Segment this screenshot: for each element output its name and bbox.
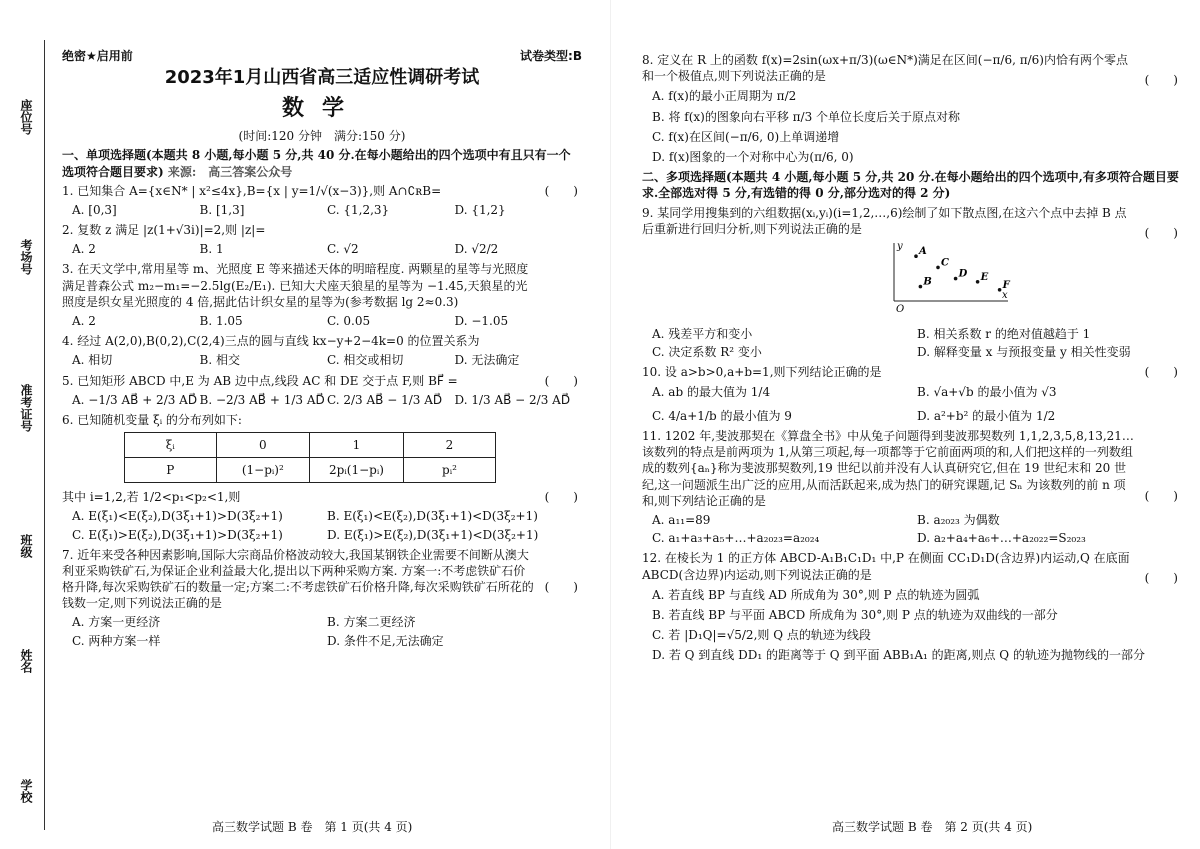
table-cell: P bbox=[125, 458, 217, 483]
options bbox=[652, 512, 1182, 546]
page-footer-right: 高三数学试题 B 卷 第 2 页(共 4 页) bbox=[832, 820, 1033, 834]
binding-gutter bbox=[0, 0, 58, 849]
section-2-title: 二、多项选择题(本题共 4 小题,每小题 5 分,共 20 分.在每小题给出的四个选项中,有多项符合题目要求.全部选对得 5 分,有选错的得 0 分,部分选对的得 2 分) bbox=[642, 170, 1179, 201]
option-a: A. 2 bbox=[72, 242, 96, 257]
question-1 bbox=[62, 183, 582, 218]
question-stem: 9. 某同学用搜集到的六组数据(xᵢ,yᵢ)(i=1,2,…,6)绘制了如下散点图,在这六个点中去掉 B 点后重新进行回归分析,则下列说法正确的是 bbox=[642, 205, 1127, 236]
gutter-label-class: 班级 bbox=[18, 530, 35, 562]
exam-title: 2023年1月山西省高三适应性调研考试 bbox=[164, 67, 480, 89]
gutter-line bbox=[44, 40, 45, 830]
page-fold bbox=[610, 0, 611, 849]
option-d: D. 1/3 AB⃗ − 2/3 AD⃗ bbox=[454, 392, 571, 407]
option-a: A. 2 bbox=[72, 314, 96, 329]
option-b: B. 相关系数 r 的绝对值越趋于 1 bbox=[917, 327, 1091, 342]
option-b: B. [1,3] bbox=[199, 202, 245, 217]
option-b: B. E(ξ₁)<E(ξ₂),D(3ξ₁+1)<D(3ξ₂+1) bbox=[327, 509, 538, 524]
option-c: C. 0.05 bbox=[327, 314, 371, 329]
option-d: D. 无法确定 bbox=[454, 353, 520, 368]
option-b: B. √a+√b 的最小值为 √3 bbox=[917, 384, 1057, 399]
point-label: B bbox=[923, 276, 932, 288]
option-c: C. 若 |D₁Q|=√5/2,则 Q 点的轨迹为线段 bbox=[652, 628, 871, 643]
options bbox=[652, 587, 1182, 664]
option-a: A. E(ξ₁)<E(ξ₂),D(3ξ₁+1)>D(3ξ₂+1) bbox=[72, 509, 283, 524]
option-a: A. f(x)的最小正周期为 π/2 bbox=[652, 89, 797, 104]
gutter-label-school: 学校 bbox=[18, 775, 35, 807]
option-a: A. 方案一更经济 bbox=[72, 615, 161, 630]
question-10 bbox=[642, 364, 1182, 424]
table-cell: (1−pᵢ)² bbox=[216, 458, 309, 483]
option-a: A. ab 的最大值为 1/4 bbox=[652, 384, 771, 399]
option-b: B. 若直线 BP 与平面 ABCD 所成角为 30°,则 P 点的轨迹为双曲线的一部分 bbox=[652, 607, 1058, 622]
option-b: B. 1 bbox=[199, 242, 224, 257]
question-stem: 12. 在棱长为 1 的正方体 ABCD-A₁B₁C₁D₁ 中,P 在侧面 CC₁D₁D(含边界)内运动,Q 在底面 ABCD(含边界)内运动,则下列说法正确的是 bbox=[642, 551, 1130, 582]
option-a: A. −1/3 AB⃗ + 2/3 AD⃗ bbox=[72, 392, 198, 407]
option-d: D. a₂+a₄+a₆+…+a₂₀₂₂=S₂₀₂₃ bbox=[917, 531, 1086, 546]
x-axis-label: x bbox=[1002, 289, 1008, 301]
table-cell: pᵢ² bbox=[404, 458, 496, 483]
question-6 bbox=[62, 412, 582, 543]
question-stem: 11. 1202 年,斐波那契在《算盘全书》中从兔子问题得到斐波那契数列 1,1,2,3,5,8,13,21…该数列的特点是前两项为 1,从第三项起,每一项都等于它前面两项的和,人们把这样的一列数组成的数列{aₙ}称为斐波那契数列,19 世纪以前并没有人认真研究它,但在 19 世纪末和 20 世纪,这一问题派生出广泛的应用,从而活跃起来,成为热门的研究课题,记 Sₙ 为该数列的前 n 项和,则下列结论正确的是 bbox=[642, 429, 1134, 508]
section-1-title: 一、单项选择题(本题共 8 小题,每小题 5 分,共 40 分.在每小题给出的四个选项中有且只有一个选项符合题目要求) 来源: 高三答案公众号 bbox=[62, 148, 571, 179]
question-stem: 10. 设 a>b>0,a+b=1,则下列结论正确的是 bbox=[642, 365, 882, 380]
page-header bbox=[62, 48, 582, 64]
options bbox=[72, 508, 582, 542]
options bbox=[72, 352, 582, 368]
option-c: C. 4/a+1/b 的最小值为 9 bbox=[652, 408, 792, 423]
options bbox=[72, 614, 582, 648]
table-cell: 1 bbox=[309, 433, 403, 458]
option-a: A. 残差平方和变小 bbox=[652, 327, 753, 342]
table-row bbox=[125, 458, 496, 483]
option-c: C. a₁+a₃+a₅+…+a₂₀₂₃=a₂₀₂₄ bbox=[652, 531, 820, 546]
table-cell: ξᵢ bbox=[125, 433, 217, 458]
table-cell: 2 bbox=[404, 433, 496, 458]
options bbox=[72, 202, 582, 218]
question-5 bbox=[62, 373, 582, 408]
option-b: B. a₂₀₂₃ 为偶数 bbox=[917, 512, 1000, 527]
option-d: D. a²+b² 的最小值为 1/2 bbox=[917, 408, 1056, 423]
option-c: C. E(ξ₁)>E(ξ₂),D(3ξ₁+1)>D(3ξ₂+1) bbox=[72, 527, 283, 542]
scatter-point-c bbox=[936, 265, 940, 269]
question-9 bbox=[642, 205, 1182, 361]
question-4 bbox=[62, 333, 582, 368]
subject-title: 数学 bbox=[281, 96, 362, 122]
option-d: D. {1,2} bbox=[454, 202, 506, 217]
option-b: B. 相交 bbox=[199, 353, 240, 368]
options bbox=[72, 313, 582, 329]
page-left bbox=[62, 48, 582, 653]
scatter-point-f bbox=[998, 288, 1002, 292]
option-a: A. 若直线 BP 与直线 AD 所成角为 30°,则 P 点的轨迹为圆弧 bbox=[652, 587, 980, 602]
answer-bracket: ( ) bbox=[544, 373, 578, 388]
question-condition: 其中 i=1,2,若 1/2<p₁<p₂<1,则 bbox=[62, 490, 241, 505]
question-stem: 2. 复数 z 满足 |z(1+√3i)|=2,则 |z|= bbox=[62, 223, 266, 238]
secret-label: 绝密★启用前 bbox=[62, 49, 133, 63]
question-8 bbox=[642, 52, 1182, 165]
option-c: C. 相交或相切 bbox=[327, 353, 404, 368]
page-right bbox=[642, 50, 1182, 667]
point-label: C bbox=[941, 257, 949, 269]
answer-bracket: ( ) bbox=[544, 183, 578, 198]
question-7 bbox=[62, 547, 582, 649]
options bbox=[652, 384, 1182, 424]
question-stem: 8. 定义在 R 上的函数 f(x)=2sin(ωx+π/3)(ω∈N*)满足在区间(−π/6, π/6)内恰有两个零点和一个极值点,则下列说法正确的是 bbox=[642, 53, 1128, 84]
option-c: C. 两种方案一样 bbox=[72, 633, 161, 648]
scatter-point-d bbox=[954, 277, 958, 281]
option-a: A. 相切 bbox=[72, 353, 113, 368]
answer-bracket: ( ) bbox=[1144, 489, 1178, 504]
distribution-table bbox=[124, 432, 496, 483]
point-label: A bbox=[919, 246, 927, 258]
question-stem: 5. 已知矩形 ABCD 中,E 为 AB 边中点,线段 AC 和 DE 交于点 F,则 BF⃗ = bbox=[62, 373, 458, 388]
time-info: (时间:120 分钟 满分:150 分) bbox=[238, 129, 406, 144]
question-list-left bbox=[62, 183, 582, 408]
answer-bracket: ( ) bbox=[1144, 365, 1178, 380]
question-3 bbox=[62, 261, 582, 329]
answer-bracket: ( ) bbox=[1144, 73, 1178, 87]
table-header-row bbox=[125, 433, 496, 458]
question-stem: 4. 经过 A(2,0),B(0,2),C(2,4)三点的圆与直线 kx−y+2−4k=0 的位置关系为 bbox=[62, 334, 480, 349]
option-c: C. {1,2,3} bbox=[327, 202, 390, 217]
answer-bracket: ( ) bbox=[1144, 571, 1178, 586]
gutter-label-ticket: 准考证号 bbox=[18, 380, 35, 436]
question-11 bbox=[642, 428, 1182, 546]
table-cell: 2pᵢ(1−pᵢ) bbox=[309, 458, 403, 483]
table-cell: 0 bbox=[216, 433, 309, 458]
option-a: A. [0,3] bbox=[72, 202, 117, 217]
option-d: D. 若 Q 到直线 DD₁ 的距离等于 Q 到平面 ABB₁A₁ 的距离,则点 Q 的轨迹为抛物线的一部分 bbox=[652, 648, 1145, 663]
scatter-point-e bbox=[976, 280, 980, 284]
options bbox=[72, 241, 582, 257]
option-c: C. f(x)在区间(−π/6, 0)上单调递增 bbox=[652, 129, 840, 144]
page-footer-left: 高三数学试题 B 卷 第 1 页(共 4 页) bbox=[212, 820, 413, 834]
option-b: B. 1.05 bbox=[199, 314, 243, 329]
scatter-point-b bbox=[919, 285, 923, 289]
gutter-label-seat: 座位号 bbox=[18, 95, 35, 139]
option-c: C. √2 bbox=[327, 242, 359, 257]
options bbox=[652, 326, 1182, 360]
answer-bracket: ( ) bbox=[544, 490, 578, 505]
gutter-label-exam-room: 考场号 bbox=[18, 235, 35, 279]
paper-type: 试卷类型:B bbox=[520, 49, 582, 63]
scatter-plot bbox=[882, 239, 1012, 317]
y-axis-label: y bbox=[897, 240, 903, 252]
option-d: D. −1.05 bbox=[454, 314, 509, 329]
question-2 bbox=[62, 222, 582, 257]
option-b: B. 方案二更经济 bbox=[327, 615, 416, 630]
answer-bracket: ( ) bbox=[1144, 225, 1178, 240]
scatter-point-a bbox=[914, 254, 918, 258]
gutter-label-name: 姓名 bbox=[18, 645, 35, 677]
answer-bracket: ( ) bbox=[544, 579, 578, 594]
origin-label: O bbox=[896, 303, 905, 315]
options bbox=[652, 88, 1182, 165]
option-a: A. a₁₁=89 bbox=[652, 512, 711, 527]
point-label: F bbox=[1002, 279, 1010, 291]
source-watermark: 来源: 高三答案公众号 bbox=[167, 164, 293, 179]
question-stem: 6. 已知随机变量 ξᵢ 的分布列如下: bbox=[62, 412, 242, 427]
option-d: D. √2/2 bbox=[454, 242, 499, 257]
question-12 bbox=[642, 550, 1182, 663]
option-c: C. 决定系数 R² 变小 bbox=[652, 345, 762, 360]
point-label: D bbox=[958, 268, 968, 280]
option-d: D. 条件不足,无法确定 bbox=[327, 633, 444, 648]
options bbox=[72, 392, 582, 408]
option-b: B. 将 f(x)的图象向右平移 π/3 个单位长度后关于原点对称 bbox=[652, 109, 961, 124]
point-label: E bbox=[980, 271, 989, 283]
option-d: D. 解释变量 x 与预报变量 y 相关性变弱 bbox=[917, 345, 1131, 360]
question-stem: 1. 已知集合 A={x∈N* | x²≤4x},B={x | y=1/√(x−3)},则 A∩∁ʀB= bbox=[62, 183, 442, 198]
question-stem: 7. 近年来受各种因素影响,国际大宗商品价格波动较大,我国某钢铁企业需要不间断从澳大利亚采购铁矿石,为保证企业利益最大化,提出以下两种采购方案. 方案一:不考虑铁矿石价格升降,每次采购铁矿石的数量一定;方案二:不考虑铁矿石价格升降,每次采购铁矿石所花的钱数一定,则下列说法正确的是 bbox=[62, 547, 534, 611]
option-b: B. −2/3 AB⃗ + 1/3 AD⃗ bbox=[199, 392, 325, 407]
option-d: D. E(ξ₁)>E(ξ₂),D(3ξ₁+1)<D(3ξ₂+1) bbox=[327, 527, 539, 542]
option-d: D. f(x)图象的一个对称中心为(π/6, 0) bbox=[652, 149, 854, 164]
question-stem: 3. 在天文学中,常用星等 m、光照度 E 等来描述天体的明暗程度. 两颗星的星等与光照度满足普森公式 m₂−m₁=−2.5lg(E₂/E₁). 已知大犬座天狼星的星等为 −1.45,天狼星的光照度是织女星光照度的 4 倍,据此估计织女星的星等为(参考数据 lg 2≈0.3) bbox=[62, 262, 529, 309]
option-c: C. 2/3 AB⃗ − 1/3 AD⃗ bbox=[327, 392, 443, 407]
